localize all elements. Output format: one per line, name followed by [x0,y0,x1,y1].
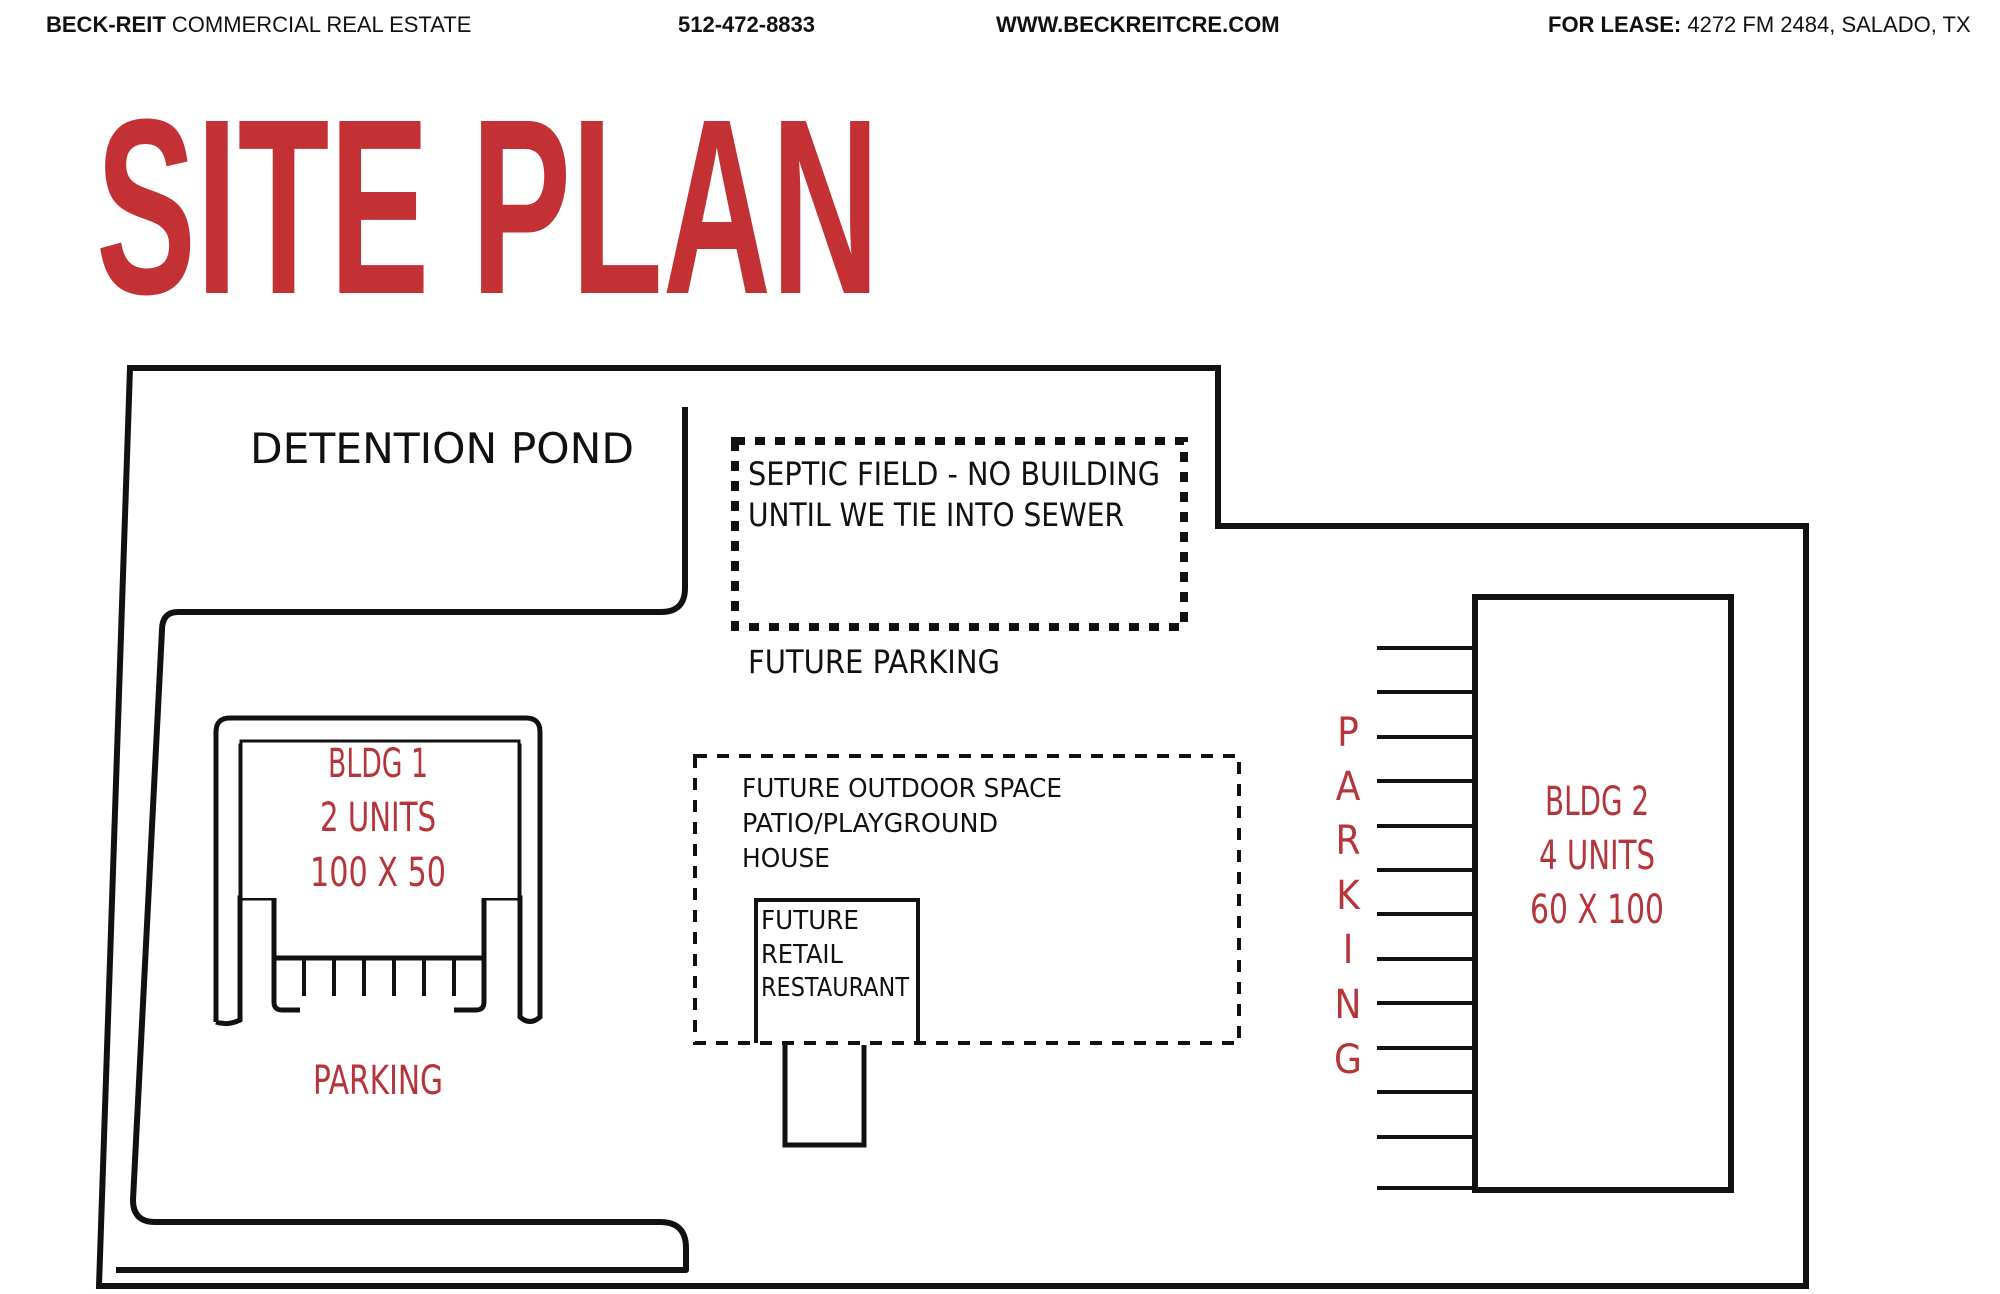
retail-drive-lane [785,1045,864,1145]
parking-vertical-letter: K [1336,873,1360,919]
website-text[interactable]: WWW.BECKREITCRE.COM [996,12,1280,37]
parking-vertical-label [1334,710,1362,1083]
bldg1-label-line2: 2 UNITS [320,795,436,841]
outdoor-space-label-line3: HOUSE [742,844,830,874]
parking-vertical-letter: R [1335,818,1361,864]
lease-label: FOR LEASE: [1548,12,1682,37]
outdoor-space-label-line1: FUTURE OUTDOOR SPACE [742,774,1062,804]
page-title: SITE PLAN [96,67,880,346]
parking-vertical-letter: A [1335,764,1361,810]
company-name-bold: BECK-REIT [46,12,166,37]
parking-vertical-letter: P [1337,710,1359,756]
outdoor-space-label-line2: PATIO/PLAYGROUND [742,809,998,839]
detention-pond-label: DETENTION POND [250,424,634,473]
parking-vertical-letter: I [1342,927,1354,973]
bldg2-label-line2: 4 UNITS [1539,833,1655,879]
retail-label-line1: FUTURE [761,906,859,936]
company-name-rest: COMMERCIAL REAL ESTATE [165,12,472,37]
parking-vertical-letter: N [1334,982,1362,1028]
parking-left-label: PARKING [313,1058,443,1104]
bldg1-label-line1: BLDG 1 [328,741,428,787]
bldg2-label-line1: BLDG 2 [1545,779,1649,825]
lease-address: 4272 FM 2484, SALADO, TX [1681,12,1971,37]
septic-field-label-line2: UNTIL WE TIE INTO SEWER [748,496,1124,534]
septic-field-label-line1: SEPTIC FIELD - NO BUILDING [748,455,1160,493]
bldg2-label-line3: 60 X 100 [1530,887,1664,933]
bldg1-label-line3: 100 X 50 [310,850,446,896]
retail-label-line3: RESTAURANT [761,973,910,1003]
bldg2-parking-stalls [1377,648,1475,1188]
retail-label-line2: RETAIL [761,940,844,970]
parking-vertical-letter: G [1334,1037,1362,1083]
phone-number-text: 512-472-8833 [678,12,816,37]
bldg1-parking-stalls [304,958,454,996]
future-parking-label: FUTURE PARKING [748,643,1000,681]
